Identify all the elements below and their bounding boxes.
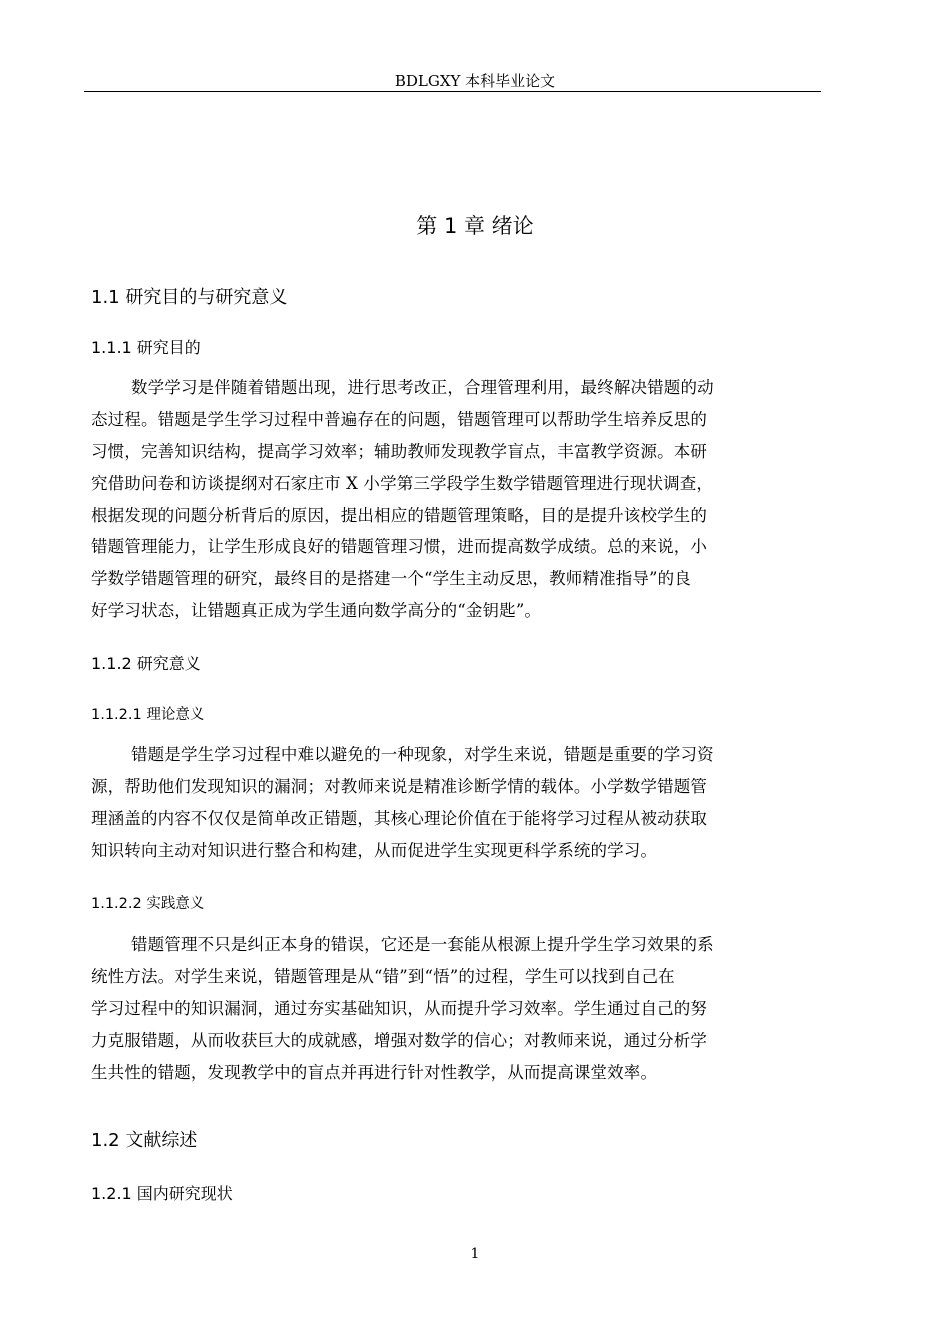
paragraph-line: 错题是学生学习过程中难以避免的一种现象，对学生来说，错题是重要的学习资 <box>131 745 714 764</box>
paragraph-line: 理涵盖的内容不仅仅是简单改正错题，其核心理论价值在于能将学习过程从被动获取 <box>91 808 708 828</box>
paragraph-line: 究借助问卷和访谈提纲对石家庄市 X 小学第三学段学生数学错题管理进行现状调查， <box>91 473 714 493</box>
paragraph-line: 知识转向主动对知识进行整合和构建，从而促进学生实现更科学系统的学习。 <box>91 840 658 860</box>
paragraph-line: 源，帮助他们发现知识的漏洞；对教师来说是精准诊断学情的载体。小学数学错题管 <box>91 776 708 796</box>
paragraph-line: 力克服错题，从而收获巨大的成就感，增强对数学的信心；对教师来说，通过分析学 <box>91 1030 708 1050</box>
paragraph-line: 统性方法。对学生来说，错题管理是从“错”到“悟”的过程，学生可以找到自己在 <box>91 966 675 986</box>
paragraph-line: 错题管理能力，让学生形成良好的错题管理习惯，进而提高数学成绩。总的来说，小 <box>91 537 708 557</box>
paragraph-line: 习惯，完善知识结构，提高学习效率；辅助教师发现教学盲点，丰富教学资源。本研 <box>91 441 708 461</box>
paragraph-theoretical-significance <box>91 739 821 867</box>
paragraph-research-purpose <box>91 372 821 627</box>
section-heading-1-1: 1.1 研究目的与研究意义 <box>91 287 288 308</box>
paragraph-line: 根据发现的问题分析背后的原因，提出相应的错题管理策略，目的是提升该校学生的 <box>91 505 708 525</box>
header-rule <box>84 91 821 92</box>
paragraph-line: 错题管理不只是纠正本身的错误，它还是一套能从根源上提升学生学习效果的系 <box>131 935 714 954</box>
section-heading-1-2-1: 1.2.1 国内研究现状 <box>91 1184 233 1203</box>
paragraph-line: 学习过程中的知识漏洞，通过夯实基础知识，从而提升学习效率。学生通过自己的努 <box>91 998 708 1018</box>
header-text: BDLGXY 本科毕业论文 <box>394 72 556 90</box>
section-heading-1-1-2: 1.1.2 研究意义 <box>91 654 201 673</box>
paragraph-line: 好学习状态，让错题真正成为学生通向数学高分的“金钥匙”。 <box>91 601 542 621</box>
section-heading-1-2: 1.2 文献综述 <box>91 1130 198 1151</box>
section-heading-1-1-2-1: 1.1.2.1 理论意义 <box>91 707 205 723</box>
paragraph-practical-significance <box>91 929 821 1088</box>
chapter-title: 第 1 章 绪论 <box>416 214 534 238</box>
section-heading-1-1-1: 1.1.1 研究目的 <box>91 338 201 357</box>
page-number: 1 <box>470 1246 480 1262</box>
section-heading-1-1-2-2: 1.1.2.2 实践意义 <box>91 896 205 912</box>
paragraph-line: 态过程。错题是学生学习过程中普遍存在的问题，错题管理可以帮助学生培养反思的 <box>91 409 708 429</box>
paragraph-line: 数学学习是伴随着错题出现，进行思考改正，合理管理利用，最终解决错题的动 <box>131 378 714 397</box>
paragraph-line: 生共性的错题，发现教学中的盲点并再进行针对性教学，从而提高课堂效率。 <box>91 1062 658 1082</box>
paragraph-line: 学数学错题管理的研究，最终目的是搭建一个“学生主动反思，教师精准指导”的良 <box>91 569 691 589</box>
